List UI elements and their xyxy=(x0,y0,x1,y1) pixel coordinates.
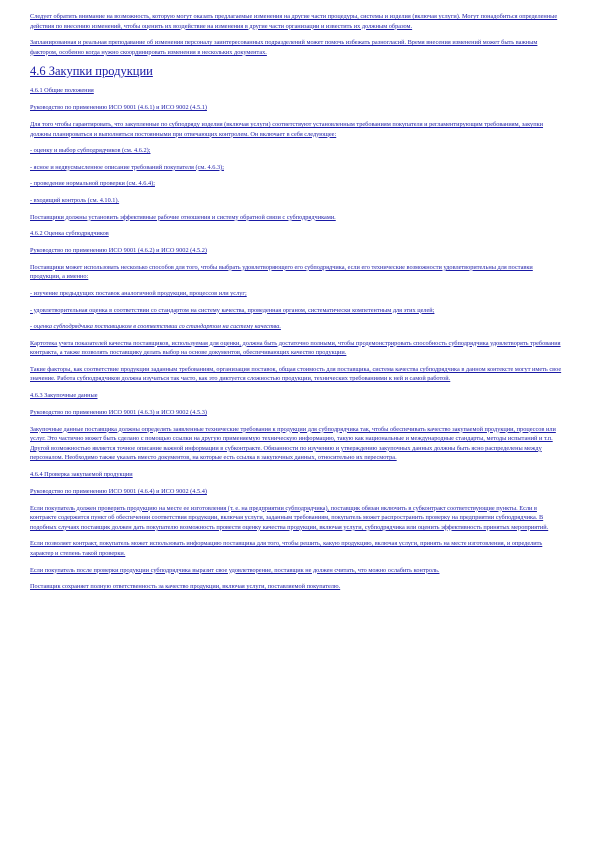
intro-paragraph-1: Следует обратить внимание на возможность, которую могут оказать предлагаемые изменения на другие части процедуры, системы и изделия (включая услуги). Могут понадобиться определенные действия по внесению изменений, чтобы оценить их воздействие на изменения в другие части организации и известить их должным образом. xyxy=(30,13,558,30)
paragraph-4-6-4-b: Если позволяет контракт, покупатель может использовать информацию поставщика для того, чтобы решить, какую продукцию, включая услуги, принять на месте изготовления, и определить характер и степень такой проверки. xyxy=(30,540,543,557)
list-item-2: - ясное и недвусмысленное описание требований покупателя (см. 4.6.3); xyxy=(30,163,224,171)
list-item-5: - изучение предыдущих поставок аналогичной продукции, процессов или услуг; xyxy=(30,289,247,297)
guidance-ref-4-6-4: Руководство по применению ИСО 9001 (4.6.4) и ИСО 9002 (4.5.4) xyxy=(30,488,207,496)
list-item-4: - входящий контроль (см. 4.10.1). xyxy=(30,196,120,204)
paragraph-4-6-4-d: Поставщик сохраняет полную ответственность за качество продукции, включая услуги, поставляемой покупателю. xyxy=(30,583,341,591)
paragraph-4-6-4-a: Если покупатель должен проверить продукцию на месте ее изготовления (т. е. на предприятии субподрядчика), поставщик обязан включить в субконтракт соответствующие пункты. Если в контракте содержится пункт об обеспечении соответствия продукции, включая услуги, заданным требованиям, покупатель может распространить проверку на предприятии субподрядчика. В подобных случаях поставщик должен дать покупателю возможность провести оценку качества продукции, включая услуги, субподрядчика или оценить эффективность принятых мероприятий. xyxy=(30,504,549,531)
intro-paragraph-2: Запланированная и реальная преподавание об изменения персоналу заинтересованных подразделений может помочь избежать разногласий. Время внесения изменений может быть важным фактором, особенно когда нужно скоординировать изменения в нескольких документах. xyxy=(30,39,538,56)
paragraph-4-6-3: Закупочные данные поставщика должны определять заявленные технические требования к продукции для субподрядчика так, чтобы обеспечивать качество закупаемой продукции, процессов или услуг. Это частично может быть сделано с помощью ссылки на другую применяемую техническую информацию, такую как национальные и международные стандарты, методы испытаний и т.п. Другой возможностью является точное описание важной информации в субконтракте. Обязанности по изучению и утверждению закупочных данных должны быть ясно распределены между персоналом. Необходимо также указать вместо документов, на которые есть ссылка в закупочных данных, относительно их пересмотра. xyxy=(30,425,556,462)
subsection-heading-4-6-1: 4.6.1 Общие положения xyxy=(30,87,94,95)
paragraph-4-6-2-c: Такие факторы, как соответствие продукции заданным требованиям, организация поставок, общая стоимость для поставщика, система качества субподрядчика в данном контексте могут иметь свое значение. Работа субподрядчиков должна изучаться так часто, как это диктуется сложностью продукции, технических требованиями к ней и самой работой. xyxy=(30,365,562,383)
document-page xyxy=(30,12,563,599)
paragraph-4-6-2-b: Картотека учета показателей качества поставщиков, используемая для оценки, должна быть достаточно полными, чтобы продемонстрировать способность субподрядчика удовлетворять требования контракта, а также позволять поставщику делать выбор на основе документов, обеспечивающих качество продукции. xyxy=(30,339,561,357)
list-item-7: - оценка субподрядчика поставщиком в соответствии со стандартом на систему качества. xyxy=(30,323,281,331)
paragraph-4-6-1-a: Для того чтобы гарантировать, что закупленные по субподряду изделия (включая услуги) соответствуют установленным требованиям покупателя и регламентирующим требованиям, закупки должны планироваться и выполняться постоянными при отвечающих контролем. Он включает в себя следующее: xyxy=(30,120,544,138)
guidance-ref-4-6-2: Руководство по применению ИСО 9001 (4.6.2) и ИСО 9002 (4.5.2) xyxy=(30,247,207,255)
paragraph-4-6-2-a: Поставщики может использовать несколько способов для того, чтобы выбрать удовлетворяющего его субподрядчика, если его технические возможности удовлетворительны для поставки продукции, а именно: xyxy=(30,263,533,281)
subsection-heading-4-6-4: 4.6.4 Проверка закупаемой продукции xyxy=(30,471,133,479)
guidance-ref-4-6-3: Руководство по применению ИСО 9001 (4.6.3) и ИСО 9002 (4.5.3) xyxy=(30,409,207,417)
paragraph-4-6-4-c: Если покупатель после проверки продукции субподрядчика выразит свое удовлетворение, поставщик не должен считать, что можно ослабить контроль. xyxy=(30,566,440,574)
paragraph-4-6-1-b: Поставщики должны установить эффективные рабочие отношения и систему обратной связи с субподрядчиками. xyxy=(30,213,336,221)
list-item-3: - проведение нормальной проверки (см. 4.6.4); xyxy=(30,180,155,188)
list-item-1: - оценку и выбор субподрядчиков (см. 4.6.2); xyxy=(30,147,151,155)
list-item-6: - удовлетворительная оценка в соответствии со стандартом на систему качества, проведенная органом, систематически компетентным для этих целей; xyxy=(30,306,435,314)
section-heading-4-6: 4.6 Закупки продукции xyxy=(30,64,153,79)
guidance-ref-4-6-1: Руководство по применению ИСО 9001 (4.6.1) и ИСО 9002 (4.5.1) xyxy=(30,104,207,112)
subsection-heading-4-6-2: 4.6.2 Оценка субподрядчиков xyxy=(30,230,109,238)
subsection-heading-4-6-3: 4.6.3 Закупочные данные xyxy=(30,392,98,400)
